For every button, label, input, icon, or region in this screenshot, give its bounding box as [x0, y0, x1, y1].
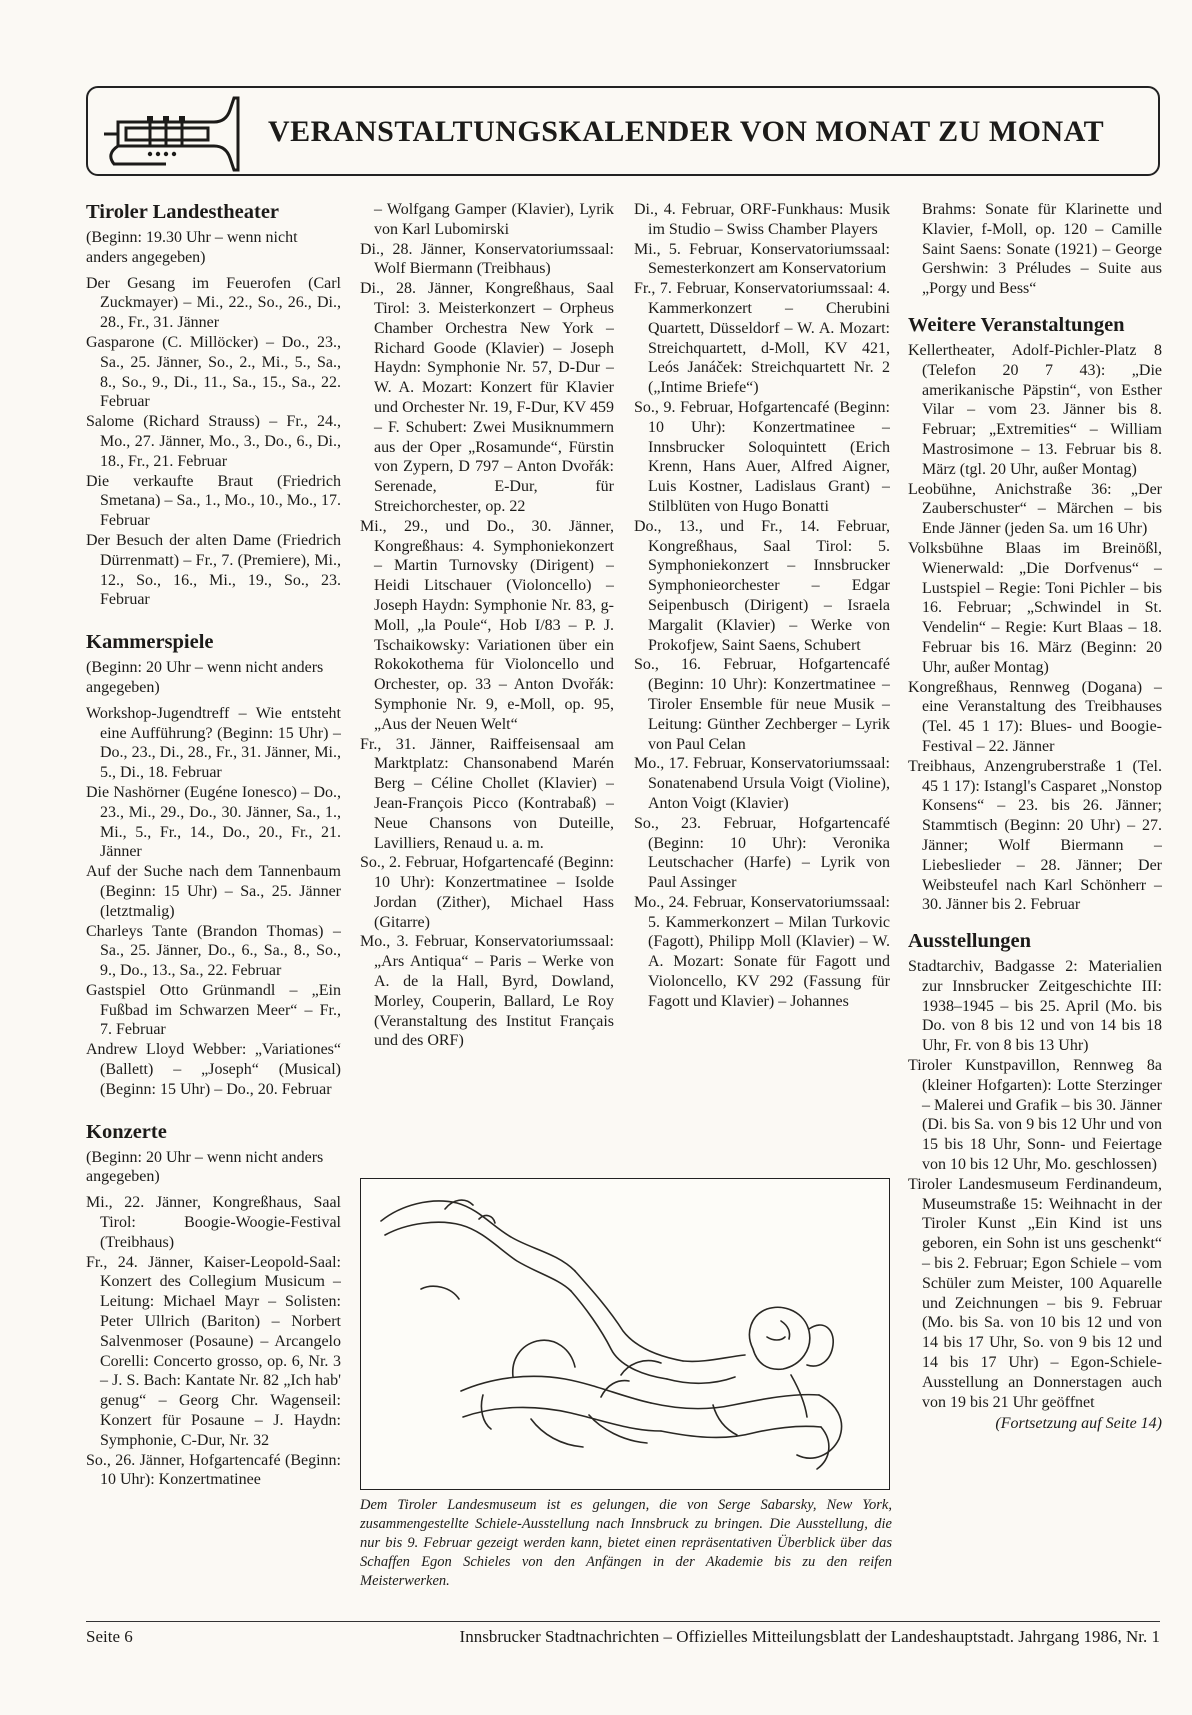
figure-caption: Dem Tiroler Landesmuseum ist es gelungen, die von Serge Sabarsky, New York, zusammengestellte Schiele-Ausstellung nach Innsbruck zu bringen. Die Ausstellung, die nur bis 9. Februar gezeigt werden kann, bietet einen repräsentativen Überblick über das Schaffen Egon Schieles von den Anfängen in der Akademie bis zu den reifen Meisterwerken.	[360, 1497, 892, 1589]
column-4	[908, 200, 1162, 1605]
event-item: Kongreßhaus, Rennweg (Dogana) – eine Veranstaltung des Treibhauses (Tel. 45 1 17): Blues- und Boogie-Festival – 22. Jänner	[908, 678, 1162, 755]
event-item: Der Gesang im Feuerofen (Carl Zuckmayer) – Mi., 22., So., 26., Di., 28., Fr., 31. Jänner	[86, 274, 341, 332]
footer-divider	[86, 1621, 1160, 1622]
event-item: Leobühne, Anichstraße 36: „Der Zauberschuster“ – Märchen – bis Ende Jänner (jeden Sa. um 16 Uhr)	[908, 480, 1162, 538]
continued-text: Brahms: Sonate für Klarinette und Klavier, f-Moll, op. 120 – Camille Saint Saens: Sonate (1921) – George Gershwin: 3 Préludes – Suite aus „Porgy und Bess“	[922, 201, 1162, 298]
publication-line: Innsbrucker Stadtnachrichten – Offizielles Mitteilungsblatt der Landeshauptstadt. Jahrgang 1986, Nr. 1	[459, 1627, 1160, 1646]
event-item: Mi., 22. Jänner, Kongreßhaus, Saal Tirol: Boogie-Woogie-Festival (Treibhaus)	[86, 1194, 341, 1251]
event-item: Kellertheater, Adolf-Pichler-Platz 8 (Telefon 20 7 43): „Die amerikanische Päpstin“, von Esther Vilar – vom 23. Jänner bis 8. Februar; „Extremities“ – William Mastrosimone – 13. Februar bis 8. März (tgl. 20 Uhr, außer Montag)	[908, 341, 1162, 478]
header-banner	[86, 86, 1160, 176]
event-item: Tiroler Kunstpavillon, Rennweg 8a (kleiner Hofgarten): Lotte Sterzinger – Malerei und Grafik – bis 30. Jänner (Di. bis Sa. von 9 bis 12 Uhr und von 15 bis 18 Uhr, Sonn- und Feiertage von 10 bis 12 Uhr, Mo. geschlossen)	[908, 1057, 1162, 1174]
reclining-figure-illustration	[361, 1179, 888, 1488]
event-item: Der Besuch der alten Dame (Friedrich Dürrenmatt) – Fr., 7. (Premiere), Mi., 12., So., 16., Mi., 19., So., 23. Februar	[86, 531, 341, 609]
event-item: Di., 28. Jänner, Kongreßhaus, Saal Tirol: 3. Meisterkonzert – Orpheus Chamber Orchestra New York – Richard Goode (Klavier) – Joseph Haydn: Symphonie Nr. 57, D-Dur – W. A. Mozart: Konzert für Klavier und Orchester Nr. 19, F-Dur, KV 459 – F. Schubert: Zwei Musiknummern aus der Oper „Rosamunde“, Fürstin von Zypern, D 797 – Anton Dvořák: Serenade, E-Dur, für Streichorchester, op. 22	[360, 280, 614, 515]
event-list	[634, 200, 890, 1012]
bugle-icon	[96, 94, 248, 174]
event-list	[908, 957, 1162, 1412]
event-item: Fr., 31. Jänner, Raiffeisensaal am Marktplatz: Chansonabend Marén Berg – Céline Chollet (Klavier) – Jean-François Picco (Kontrabaß) – Neue Chansons von Duteille, Lavilliers, Renaud u. a. m.	[360, 735, 614, 852]
event-item: Mo., 3. Februar, Konservatoriumssaal: „Ars Antiqua“ – Paris – Werke von A. de la Hall, Byrd, Dowland, Morley, Couperin, Ballard, Le Roy (Veranstaltung des Institut Français und des ORF)	[360, 933, 614, 1050]
event-item: Mi., 5. Februar, Konservatoriumssaal: Semesterkonzert am Konservatorium	[634, 240, 890, 278]
event-item: Di., 4. Februar, ORF-Funkhaus: Musik im Studio – Swiss Chamber Players	[634, 201, 890, 238]
event-item: So., 23. Februar, Hofgartencafé (Beginn: 10 Uhr): Veronika Leutschacher (Harfe) – Lyrik von Paul Assinger	[634, 814, 890, 892]
event-item: Charleys Tante (Brandon Thomas) – Sa., 25. Jänner, Do., 6., Sa., 8., So., 9., Do., 13., Sa., 22. Februar	[86, 922, 341, 980]
event-item: Workshop-Jugendtreff – Wie entsteht eine Aufführung? (Beginn: 15 Uhr) – Do., 23., Di., 28., Fr., 31. Jänner, Mi., 5., Di., 18. Februar	[86, 704, 341, 782]
section-heading-weitere: Weitere Veranstaltungen	[908, 313, 1125, 336]
section-intro: (Beginn: 19.30 Uhr – wenn nicht anders angegeben)	[86, 229, 298, 266]
column-1	[86, 200, 341, 1605]
event-item: Die Nashörner (Eugéne Ionesco) – Do., 23., Mi., 29., Do., 30. Jänner, Sa., 1., Mi., 5., Fr., 14., Do., 20., Fr., 21. Jänner	[86, 783, 341, 861]
continuation-note: (Fortsetzung auf Seite 14)	[995, 1415, 1162, 1433]
event-item: Do., 13., und Fr., 14. Februar, Kongreßhaus, Saal Tirol: 5. Symphoniekonzert – Innsbrucker Symphonieorchester – Edgar Seipenbusch (Dirigent) – Israela Margalit (Klavier) – Werke von Prokofjew, Saint Saens, Schubert	[634, 517, 890, 654]
page-number: Seite 6	[86, 1627, 133, 1646]
event-list	[86, 274, 341, 611]
event-item: Die verkaufte Braut (Friedrich Smetana) – Sa., 1., Mo., 10., Mo., 17. Februar	[86, 472, 341, 530]
column-3	[634, 200, 890, 1160]
event-item: Mo., 24. Februar, Konservatoriumssaal: 5. Kammerkonzert – Milan Turkovic (Fagott), Philipp Moll (Klavier) – W. A. Mozart: Sonate für Fagott und Violoncello, KV 292 (Fassung für Fagott und Klavier) – Johannes	[634, 893, 890, 1010]
event-item: So., 16. Februar, Hofgartencafé (Beginn: 10 Uhr): Konzertmatinee – Tiroler Ensemble für neue Musik – Leitung: Günther Zechberger – Lyrik von Paul Celan	[634, 656, 890, 753]
schiele-drawing	[360, 1178, 890, 1490]
section-heading-landestheater: Tiroler Landestheater	[86, 201, 280, 223]
event-list	[360, 240, 614, 1052]
event-item: Fr., 24. Jänner, Kaiser-Leopold-Saal: Konzert des Collegium Musicum – Leitung: Michael Mayr – Solisten: Peter Ullrich (Bariton) – Norbert Salvenmoser (Posaune) – Arcangelo Corelli: Concerto grosso, op. 6, Nr. 3 – J. S. Bach: Kantate Nr. 82 „Ich hab' genug“ – Georg Chr. Wagenseil: Konzert für Posaune – J. Haydn: Symphonie, C-Dur, Nr. 32	[86, 1253, 341, 1449]
event-item: Tiroler Landesmuseum Ferdinandeum, Museumstraße 15: Weihnacht in der Tiroler Kunst „Ein Kind ist uns geboren, ein Sohn ist uns geschenkt“ – bis 2. Februar; Egon Schiele – vom Schüler zum Meister, 100 Aquarelle und Zeichnungen – bis 9. Februar (Mo. bis Sa. von 10 bis 12 und von 14 bis 17 Uhr, So. von 9 bis 12 und 14 bis 17 Uhr) – Egon-Schiele-Ausstellung an Donnerstagen auch von 19 bis 21 Uhr geöffnet	[908, 1175, 1162, 1411]
section-heading-konzerte: Konzerte	[86, 1120, 167, 1143]
event-list	[86, 1193, 341, 1490]
event-item: Mi., 29., und Do., 30. Jänner, Kongreßhaus: 4. Symphoniekonzert – Martin Turnovsky (Dirigent) – Heidi Litschauer (Violoncello) – Joseph Haydn: Symphonie Nr. 83, g-Moll, „la Poule“, Hob I/83 – P. J. Tschaikowsky: Variationen über ein Rokokothema für Violoncello und Orchester, op. 33 – Anton Dvořák: Symphonie Nr. 9, e-Moll, op. 95, „Aus der Neuen Welt“	[360, 517, 614, 733]
event-item: Stadtarchiv, Badgasse 2: Materialien zur Innsbrucker Zeitgeschichte III: 1938–1945 – bis 25. April (Mo. bis Do. von 8 bis 12 und von 14 bis 18 Uhr, Fr. von 8 bis 13 Uhr)	[908, 958, 1162, 1055]
event-list	[908, 341, 1162, 915]
section-intro: (Beginn: 20 Uhr – wenn nicht anders angegeben)	[86, 1148, 324, 1186]
event-item: Gasparone (C. Millöcker) – Do., 23., Sa., 25. Jänner, So., 2., Mi., 5., Sa., 8., So., 9., Di., 11., Sa., 15., Sa., 22. Februar	[86, 333, 341, 411]
event-item: Andrew Lloyd Webber: „Variationes“ (Ballett) – „Joseph“ (Musical) (Beginn: 15 Uhr) – Do., 20. Februar	[86, 1041, 341, 1098]
continued-text: – Wolfgang Gamper (Klavier), Lyrik von Karl Lubomirski	[374, 201, 614, 238]
event-item: So., 26. Jänner, Hofgartencafé (Beginn: 10 Uhr): Konzertmatinee	[86, 1451, 341, 1489]
event-item: Auf der Suche nach dem Tannenbaum (Beginn: 15 Uhr) – Sa., 25. Jänner (letztmalig)	[86, 863, 341, 920]
section-heading-kammerspiele: Kammerspiele	[86, 631, 214, 654]
page-title: VERANSTALTUNGSKALENDER VON MONAT ZU MONAT	[268, 115, 1105, 148]
event-item: Volksbühne Blaas im Breinößl, Wienerwald: „Die Dorfvenus“ – Lustspiel – Regie: Toni Pichler – bis 16. Februar; „Schwindel in St. Vendelin“ – Regie: Kurt Blaas – 18. Februar bis 16. März (Beginn: 20 Uhr, außer Montag)	[908, 539, 1162, 676]
event-item: So., 9. Februar, Hofgartencafé (Beginn: 10 Uhr): Konzertmatinee – Innsbrucker Soloquintett (Erich Krenn, Hans Auer, Alfred Aigner, Luis Kostner, Ladislaus Grant) – Stilblüten von Hugo Bonatti	[634, 398, 890, 515]
section-heading-ausstellungen: Ausstellungen	[908, 930, 1032, 953]
column-2	[360, 200, 614, 1160]
event-item: Fr., 7. Februar, Konservatoriumssaal: 4. Kammerkonzert – Cherubini Quartett, Düsseldorf – W. A. Mozart: Streichquartett, d-Moll, KV 421, Leós Janáček: Streichquartett Nr. 2 („Intime Briefe“)	[634, 280, 890, 397]
event-item: So., 2. Februar, Hofgartencafé (Beginn: 10 Uhr): Konzertmatinee – Isolde Jordan (Zither), Michael Hass (Gitarre)	[360, 854, 614, 931]
event-item: Gastspiel Otto Grünmandl – „Ein Fußbad im Schwarzen Meer“ – Fr., 7. Februar	[86, 981, 341, 1039]
event-item: Salome (Richard Strauss) – Fr., 24., Mo., 27. Jänner, Mo., 3., Do., 6., Di., 18., Fr., 21. Februar	[86, 413, 341, 470]
event-item: Treibhaus, Anzengruberstraße 1 (Tel. 45 1 17): Istangl's Casparet „Nonstop Konsens“ – 23. bis 26. Jänner; Stammtisch (Beginn: 20 Uhr) – 27. Jänner; Wolf Biermann – Liebeslieder – 28. Jänner; Der Weibsteufel nach Karl Schönherr – 30. Jänner bis 2. Februar	[908, 757, 1162, 914]
section-intro: (Beginn: 20 Uhr – wenn nicht anders angegeben)	[86, 659, 324, 696]
event-item: Mo., 17. Februar, Konservatoriumssaal: Sonatenabend Ursula Voigt (Violine), Anton Voigt (Klavier)	[634, 755, 890, 812]
event-item: Di., 28. Jänner, Konservatoriumssaal: Wolf Biermann (Treibhaus)	[360, 240, 614, 278]
event-list	[86, 704, 341, 1100]
